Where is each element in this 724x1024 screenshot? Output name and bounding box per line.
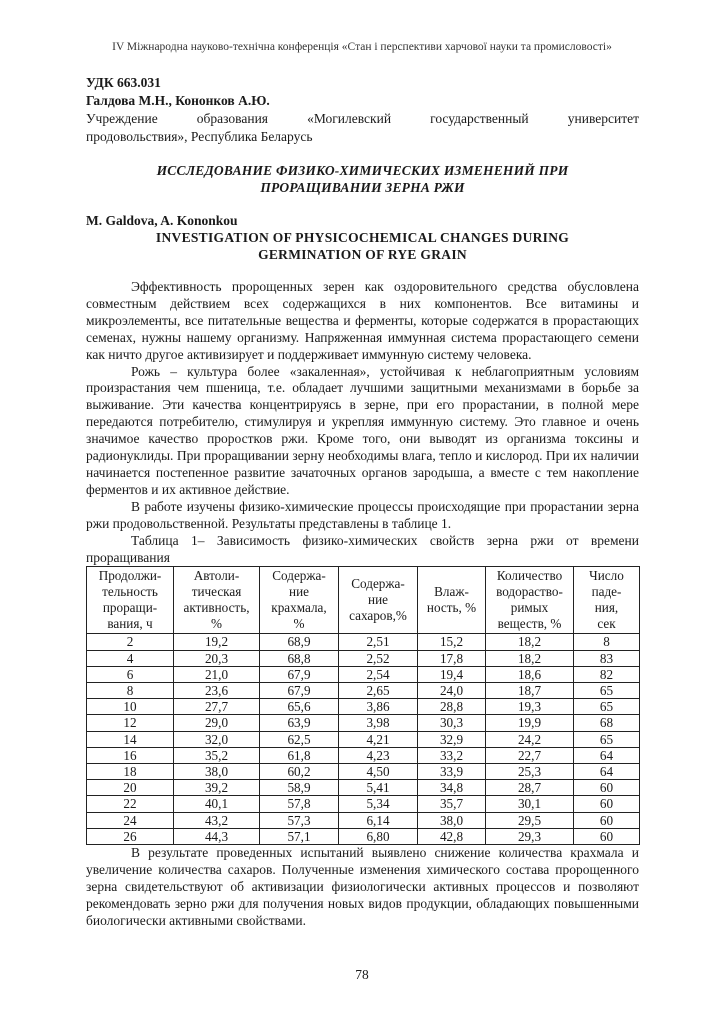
udk-code: УДК 663.031: [86, 75, 161, 90]
table-cell: 65,6: [260, 699, 339, 715]
table-cell: 62,5: [260, 731, 339, 747]
table-header-row: [87, 567, 640, 634]
table-cell: 19,3: [486, 699, 574, 715]
table-cell: 2,54: [339, 666, 418, 682]
table-cell: 33,9: [418, 764, 486, 780]
affiliation: [86, 110, 639, 146]
table-header-line: римых: [510, 600, 549, 616]
table-cell: 2,51: [339, 634, 418, 650]
table-header-line: сахаров,%: [349, 608, 407, 624]
table-cell: 19,9: [486, 715, 574, 731]
table-cell: 21,0: [174, 666, 260, 682]
table-body: [87, 634, 640, 845]
table-cell: 8: [574, 634, 640, 650]
table-header-line: Количество: [496, 568, 563, 584]
table-cell: 68,9: [260, 634, 339, 650]
table-row: [87, 731, 640, 747]
table-row: [87, 747, 640, 763]
table-cell: 68,8: [260, 650, 339, 666]
table-header-line: Автоли-: [193, 568, 240, 584]
table-cell: 29,3: [486, 828, 574, 844]
table-row: [87, 634, 640, 650]
authors-ru: Галдова М.Н., Кононков А.Ю.: [86, 93, 270, 108]
table-cell: 28,7: [486, 780, 574, 796]
table-cell: 2,52: [339, 650, 418, 666]
table-cell: 18,2: [486, 650, 574, 666]
table-cell: 19,2: [174, 634, 260, 650]
table-cell: 22: [87, 796, 174, 812]
table-row: [87, 764, 640, 780]
table-cell: 65: [574, 731, 640, 747]
table-cell: 65: [574, 683, 640, 699]
table-cell: 32,9: [418, 731, 486, 747]
table-cell: 39,2: [174, 780, 260, 796]
table-header-line: ние: [368, 592, 388, 608]
table-row: [87, 683, 640, 699]
table-cell: 2,65: [339, 683, 418, 699]
article-content: [86, 74, 639, 930]
table-cell: 23,6: [174, 683, 260, 699]
table-row: [87, 828, 640, 844]
table-header-line: Содержа-: [272, 568, 326, 584]
table-header-line: Продолжи-: [98, 568, 162, 584]
conclusion-paragraph: В результате проведенных испытаний выявлено снижение количества крахмала и увеличение количества сахаров. Полученные изменения химического состава пророщенного зерна свидетельствуют об активизации физиологически активных процессов и позволяют рекомендовать зерно ржи для получения новых видов продукции, обладающих повышенными биологически активными свойствами.: [86, 845, 639, 928]
table-cell: 58,9: [260, 780, 339, 796]
table-cell: 2: [87, 634, 174, 650]
body-paragraph: Эффективность пророщенных зерен как оздоровительного средства обусловлена совместным действием всех содержащихся в них компонентов. Все витамины и микроэлементы, все питательные вещества и ферменты, которые содержатся в прорастающих семенах, нужны нашему организму. Напряженная иммунная система прорастающего семени как ничто другое активизирует и поддерживает иммунную систему человека.: [86, 279, 639, 362]
table-cell: 6,14: [339, 812, 418, 828]
table-cell: 4: [87, 650, 174, 666]
title-en-line: INVESTIGATION OF PHYSICOCHEMICAL CHANGES DURING: [155, 230, 570, 245]
table-cell: 40,1: [174, 796, 260, 812]
table-cell: 60: [574, 780, 640, 796]
table-header-line: %: [211, 616, 222, 632]
table-cell: 18,7: [486, 683, 574, 699]
table-cell: 33,2: [418, 747, 486, 763]
table-cell: 35,7: [418, 796, 486, 812]
table-row: [87, 666, 640, 682]
table-cell: 16: [87, 747, 174, 763]
table-cell: 4,21: [339, 731, 418, 747]
table-cell: 63,9: [260, 715, 339, 731]
table-cell: 3,98: [339, 715, 418, 731]
table-cell: 60: [574, 796, 640, 812]
table-cell: 10: [87, 699, 174, 715]
affiliation-word: «Могилевский: [307, 111, 392, 126]
table-cell: 30,3: [418, 715, 486, 731]
table-row: [87, 780, 640, 796]
table-cell: 35,2: [174, 747, 260, 763]
table-header-line: проращи-: [102, 600, 158, 616]
table-cell: 4,50: [339, 764, 418, 780]
table-cell: 29,0: [174, 715, 260, 731]
page-number: 78: [355, 967, 369, 982]
table-cell: 17,8: [418, 650, 486, 666]
table-header-cell: [574, 567, 640, 634]
affiliation-word: образования: [196, 111, 269, 126]
article-body: [86, 279, 639, 566]
table-header-line: %: [293, 616, 305, 632]
table-row: [87, 699, 640, 715]
table-cell: 64: [574, 747, 640, 763]
table-cell: 25,3: [486, 764, 574, 780]
table-cell: 68: [574, 715, 640, 731]
table-cell: 27,7: [174, 699, 260, 715]
table-cell: 8: [87, 683, 174, 699]
table-cell: 26: [87, 828, 174, 844]
table-cell: 38,0: [174, 764, 260, 780]
table-cell: 12: [87, 715, 174, 731]
table-cell: 57,8: [260, 796, 339, 812]
table-cell: 22,7: [486, 747, 574, 763]
table-header-line: Влаж-: [434, 584, 469, 600]
table-header-line: водораство-: [496, 584, 563, 600]
table-caption: Таблица 1– Зависимость физико-химических свойств зерна ржи от времени проращивания: [86, 532, 639, 565]
table-header-line: паде-: [591, 584, 622, 600]
table-row: [87, 715, 640, 731]
table-cell: 6,80: [339, 828, 418, 844]
table-cell: 32,0: [174, 731, 260, 747]
table-header-cell: [486, 567, 574, 634]
table-cell: 60: [574, 828, 640, 844]
affiliation-line-2: продовольствия», Республика Беларусь: [86, 129, 313, 144]
table-cell: 4,23: [339, 747, 418, 763]
table-cell: 20,3: [174, 650, 260, 666]
table-cell: 15,2: [418, 634, 486, 650]
table-cell: 20: [87, 780, 174, 796]
table-cell: 82: [574, 666, 640, 682]
table-cell: 67,9: [260, 666, 339, 682]
table-cell: 61,8: [260, 747, 339, 763]
affiliation-word: государственный: [430, 111, 529, 126]
table-cell: 24: [87, 812, 174, 828]
table-header-line: сек: [597, 616, 616, 632]
table-header-line: тельность: [102, 584, 158, 600]
table-cell: 19,4: [418, 666, 486, 682]
title-ru: [86, 162, 639, 196]
table-cell: 43,2: [174, 812, 260, 828]
table-header-line: тическая: [191, 584, 242, 600]
table-cell: 29,5: [486, 812, 574, 828]
body-paragraph: Рожь – культура более «закаленная», устойчивая к неблагоприятным условиям произрастания чем пшеница, т.е. обладает лучшими защитными механизмами в борьбе за выживание. Эти качества концентрируясь в зерне, при его прорастании, в полной мере передаются потребителю, стимулируя и укрепляя иммунную систему. Это главное и очень значимое качество проростков ржи. Кроме того, они выводят из организма токсины и радионуклиды. При проращивании зерну необходимы влага, тепло и кислород. При их наличии начинается постепенное развитие зачаточных органов зародыша, а вместе с тем накопление ферментов и их активное действие.: [86, 363, 639, 497]
table-header-cell: [87, 567, 174, 634]
title-ru-line: ПРОРАЩИВАНИИ ЗЕРНА РЖИ: [260, 180, 465, 195]
table-cell: 60: [574, 812, 640, 828]
table-header-line: вания, ч: [107, 616, 153, 632]
running-header: IV Міжнародна науково-технічна конференція «Стан і перспективи харчової науки та промисловості»: [112, 41, 612, 53]
table-cell: 67,9: [260, 683, 339, 699]
table-header-line: ния,: [594, 600, 619, 616]
table-cell: 34,8: [418, 780, 486, 796]
table-header-line: активность,: [183, 600, 250, 616]
table-row: [87, 812, 640, 828]
table-cell: 6: [87, 666, 174, 682]
table-cell: 28,8: [418, 699, 486, 715]
table-header-line: веществ, %: [497, 616, 562, 632]
table-cell: 24,2: [486, 731, 574, 747]
table-cell: 3,86: [339, 699, 418, 715]
body-paragraph: В работе изучены физико-химические процессы происходящие при прорастании зерна ржи продовольственной. Результаты представлены в таблице 1.: [86, 498, 639, 531]
table-cell: 57,1: [260, 828, 339, 844]
table-cell: 38,0: [418, 812, 486, 828]
table-cell: 44,3: [174, 828, 260, 844]
table-cell: 14: [87, 731, 174, 747]
table-header-cell: [260, 567, 339, 634]
table-cell: 30,1: [486, 796, 574, 812]
affiliation-word: Учреждение: [86, 111, 158, 126]
table-cell: 64: [574, 764, 640, 780]
title-en: [86, 229, 639, 263]
table-cell: 65: [574, 699, 640, 715]
title-ru-line: ИССЛЕДОВАНИЕ ФИЗИКО-ХИМИЧЕСКИХ ИЗМЕНЕНИЙ ПРИ: [156, 163, 569, 178]
table-cell: 18: [87, 764, 174, 780]
table-row: [87, 650, 640, 666]
table-header-cell: [174, 567, 260, 634]
table-cell: 83: [574, 650, 640, 666]
table-header-line: Число: [589, 568, 624, 584]
table-header-line: Содержа-: [351, 576, 405, 592]
table-header-line: ность, %: [426, 600, 477, 616]
table-cell: 18,6: [486, 666, 574, 682]
title-en-line: GERMINATION OF RYE GRAIN: [258, 247, 467, 262]
affiliation-word: университет: [567, 111, 639, 126]
table-header-cell: [418, 567, 486, 634]
table-header-cell: [339, 567, 418, 634]
table-row: [87, 796, 640, 812]
results-table: [86, 566, 640, 845]
table-cell: 57,3: [260, 812, 339, 828]
table-cell: 42,8: [418, 828, 486, 844]
authors-en: M. Galdova, A. Kononkou: [86, 213, 238, 228]
table-cell: 5,34: [339, 796, 418, 812]
table-cell: 24,0: [418, 683, 486, 699]
table-cell: 18,2: [486, 634, 574, 650]
table-header-line: крахмала,: [271, 600, 327, 616]
table-cell: 60,2: [260, 764, 339, 780]
affiliation-line-1: [86, 110, 639, 128]
table-cell: 5,41: [339, 780, 418, 796]
table-header-line: ние: [289, 584, 309, 600]
